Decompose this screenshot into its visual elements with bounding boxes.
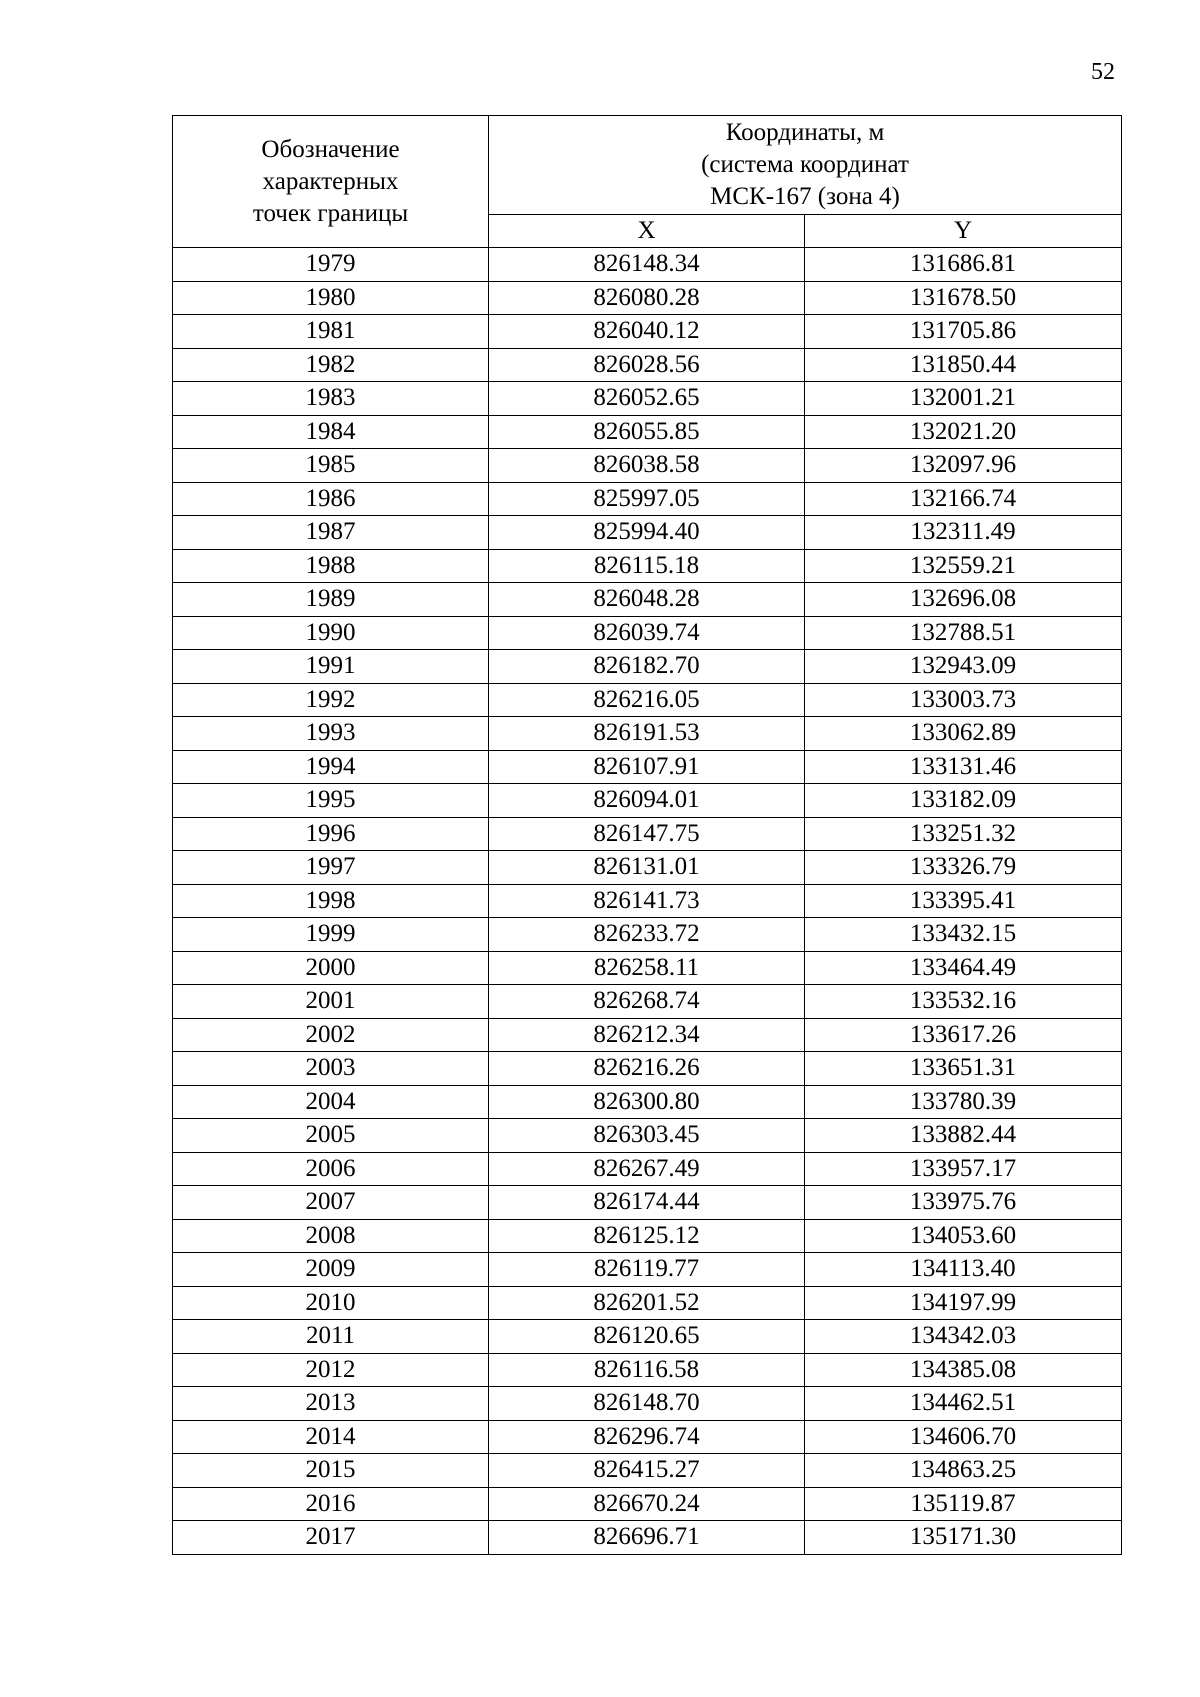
y-coordinate-cell: 132021.20 [805, 415, 1122, 449]
x-coordinate-cell: 826267.49 [489, 1152, 805, 1186]
point-id-cell: 1983 [173, 382, 489, 416]
y-coordinate-cell: 132943.09 [805, 650, 1122, 684]
table-body [173, 248, 1122, 1555]
x-coordinate-cell: 826039.74 [489, 616, 805, 650]
y-coordinate-cell: 134113.40 [805, 1253, 1122, 1287]
coordinates-header [489, 116, 1122, 215]
designation-header-line: характерных [262, 167, 399, 195]
x-coordinate-cell: 826258.11 [489, 951, 805, 985]
y-coordinate-cell: 132166.74 [805, 482, 1122, 516]
x-coordinate-cell: 826300.80 [489, 1085, 805, 1119]
point-id-cell: 1981 [173, 315, 489, 349]
point-id-cell: 2000 [173, 951, 489, 985]
point-id-cell: 1984 [173, 415, 489, 449]
y-column-header: Y [805, 215, 1122, 248]
point-id-cell: 2007 [173, 1186, 489, 1220]
y-coordinate-cell: 133432.15 [805, 918, 1122, 952]
point-id-cell: 2012 [173, 1353, 489, 1387]
x-coordinate-cell: 826119.77 [489, 1253, 805, 1287]
y-coordinate-cell: 134342.03 [805, 1320, 1122, 1354]
x-coordinate-cell: 826296.74 [489, 1420, 805, 1454]
point-id-cell: 1986 [173, 482, 489, 516]
x-coordinate-cell: 825994.40 [489, 516, 805, 550]
x-coordinate-cell: 826125.12 [489, 1219, 805, 1253]
point-id-cell: 1987 [173, 516, 489, 550]
y-coordinate-cell: 133975.76 [805, 1186, 1122, 1220]
x-coordinate-cell: 826201.52 [489, 1286, 805, 1320]
table-row [173, 884, 1122, 918]
x-coordinate-cell: 826131.01 [489, 851, 805, 885]
y-coordinate-cell: 131705.86 [805, 315, 1122, 349]
y-coordinate-cell: 133532.16 [805, 985, 1122, 1019]
x-coordinate-cell: 826216.26 [489, 1052, 805, 1086]
x-coordinate-cell: 826120.65 [489, 1320, 805, 1354]
y-coordinate-cell: 133003.73 [805, 683, 1122, 717]
point-id-cell: 1980 [173, 281, 489, 315]
x-coordinate-cell: 826080.28 [489, 281, 805, 315]
y-coordinate-cell: 132001.21 [805, 382, 1122, 416]
point-id-cell: 2016 [173, 1487, 489, 1521]
designation-header-line: Обозначение [261, 135, 400, 163]
y-coordinate-cell: 135171.30 [805, 1521, 1122, 1555]
point-id-cell: 1979 [173, 248, 489, 282]
point-id-cell: 1988 [173, 549, 489, 583]
coordinates-header-line: (система координат [701, 151, 909, 178]
x-coordinate-cell: 826670.24 [489, 1487, 805, 1521]
table-row [173, 1454, 1122, 1488]
table-row [173, 985, 1122, 1019]
x-coordinate-cell: 826216.05 [489, 683, 805, 717]
x-coordinate-cell: 826116.58 [489, 1353, 805, 1387]
y-coordinate-cell: 133395.41 [805, 884, 1122, 918]
table-row [173, 1521, 1122, 1555]
x-coordinate-cell: 826303.45 [489, 1119, 805, 1153]
x-coordinate-cell: 826055.85 [489, 415, 805, 449]
table-row [173, 650, 1122, 684]
table-row [173, 1219, 1122, 1253]
table-row [173, 1320, 1122, 1354]
x-coordinate-cell: 826233.72 [489, 918, 805, 952]
point-id-cell: 1996 [173, 817, 489, 851]
point-id-cell: 2017 [173, 1521, 489, 1555]
x-coordinate-cell: 826148.70 [489, 1387, 805, 1421]
table-row [173, 1387, 1122, 1421]
y-coordinate-cell: 133131.46 [805, 750, 1122, 784]
y-coordinate-cell: 132097.96 [805, 449, 1122, 483]
table-row [173, 616, 1122, 650]
point-id-cell: 1998 [173, 884, 489, 918]
table-row [173, 1018, 1122, 1052]
x-coordinate-cell: 826415.27 [489, 1454, 805, 1488]
y-coordinate-cell: 134606.70 [805, 1420, 1122, 1454]
y-coordinate-cell: 131686.81 [805, 248, 1122, 282]
table-row [173, 248, 1122, 282]
point-id-cell: 2001 [173, 985, 489, 1019]
table-row [173, 482, 1122, 516]
y-coordinate-cell: 132559.21 [805, 549, 1122, 583]
table-row [173, 549, 1122, 583]
y-coordinate-cell: 133651.31 [805, 1052, 1122, 1086]
table-row [173, 382, 1122, 416]
point-id-cell: 2013 [173, 1387, 489, 1421]
table-row [173, 683, 1122, 717]
point-id-cell: 1999 [173, 918, 489, 952]
x-coordinate-cell: 826094.01 [489, 784, 805, 818]
x-column-header: X [489, 215, 805, 248]
designation-header-line: точек границы [252, 199, 409, 227]
point-id-cell: 1990 [173, 616, 489, 650]
x-coordinate-cell: 826052.65 [489, 382, 805, 416]
table-row [173, 951, 1122, 985]
y-coordinate-cell: 133182.09 [805, 784, 1122, 818]
table-row [173, 1186, 1122, 1220]
point-id-cell: 1993 [173, 717, 489, 751]
y-coordinate-cell: 133062.89 [805, 717, 1122, 751]
y-coordinate-cell: 132311.49 [805, 516, 1122, 550]
point-id-cell: 1997 [173, 851, 489, 885]
table-row [173, 918, 1122, 952]
x-coordinate-cell: 826141.73 [489, 884, 805, 918]
point-id-cell: 2009 [173, 1253, 489, 1287]
y-coordinate-cell: 131850.44 [805, 348, 1122, 382]
table-row [173, 583, 1122, 617]
point-id-cell: 2015 [173, 1454, 489, 1488]
y-coordinate-cell: 133251.32 [805, 817, 1122, 851]
table-row [173, 1253, 1122, 1287]
designation-header [173, 116, 489, 248]
point-id-cell: 2006 [173, 1152, 489, 1186]
y-coordinate-cell: 133326.79 [805, 851, 1122, 885]
x-coordinate-cell: 826174.44 [489, 1186, 805, 1220]
table-row [173, 1085, 1122, 1119]
point-id-cell: 1992 [173, 683, 489, 717]
table-row [173, 851, 1122, 885]
y-coordinate-cell: 133464.49 [805, 951, 1122, 985]
point-id-cell: 2005 [173, 1119, 489, 1153]
table-row [173, 717, 1122, 751]
table-row [173, 415, 1122, 449]
y-coordinate-cell: 132788.51 [805, 616, 1122, 650]
point-id-cell: 1991 [173, 650, 489, 684]
table-row [173, 1353, 1122, 1387]
x-coordinate-cell: 826191.53 [489, 717, 805, 751]
point-id-cell: 2008 [173, 1219, 489, 1253]
table-row [173, 1052, 1122, 1086]
y-coordinate-cell: 133957.17 [805, 1152, 1122, 1186]
y-coordinate-cell: 133780.39 [805, 1085, 1122, 1119]
x-coordinate-cell: 826148.34 [489, 248, 805, 282]
y-coordinate-cell: 133617.26 [805, 1018, 1122, 1052]
coordinates-header-line: МСК-167 (зона 4) [710, 183, 900, 210]
point-id-cell: 1994 [173, 750, 489, 784]
table-row [173, 750, 1122, 784]
point-id-cell: 2011 [173, 1320, 489, 1354]
coordinates-header-line: Координаты, м [725, 119, 885, 146]
y-coordinate-cell: 131678.50 [805, 281, 1122, 315]
table-header [173, 116, 1122, 248]
table-row [173, 1420, 1122, 1454]
y-coordinate-cell: 134385.08 [805, 1353, 1122, 1387]
point-id-cell: 2002 [173, 1018, 489, 1052]
y-coordinate-cell: 134863.25 [805, 1454, 1122, 1488]
y-coordinate-cell: 135119.87 [805, 1487, 1122, 1521]
x-coordinate-cell: 826040.12 [489, 315, 805, 349]
point-id-cell: 2003 [173, 1052, 489, 1086]
x-coordinate-cell: 826182.70 [489, 650, 805, 684]
point-id-cell: 2014 [173, 1420, 489, 1454]
table-row [173, 281, 1122, 315]
x-coordinate-cell: 826268.74 [489, 985, 805, 1019]
table-row [173, 1487, 1122, 1521]
point-id-cell: 1989 [173, 583, 489, 617]
y-coordinate-cell: 134053.60 [805, 1219, 1122, 1253]
table-row [173, 1152, 1122, 1186]
x-coordinate-cell: 826038.58 [489, 449, 805, 483]
x-coordinate-cell: 826048.28 [489, 583, 805, 617]
coordinates-table [172, 115, 1122, 1555]
x-coordinate-cell: 826107.91 [489, 750, 805, 784]
table-row [173, 817, 1122, 851]
x-coordinate-cell: 825997.05 [489, 482, 805, 516]
table-row [173, 784, 1122, 818]
page-number: 52 [1091, 59, 1115, 85]
y-coordinate-cell: 134462.51 [805, 1387, 1122, 1421]
table-row [173, 315, 1122, 349]
table-row [173, 1286, 1122, 1320]
point-id-cell: 1985 [173, 449, 489, 483]
x-coordinate-cell: 826028.56 [489, 348, 805, 382]
x-coordinate-cell: 826212.34 [489, 1018, 805, 1052]
x-coordinate-cell: 826147.75 [489, 817, 805, 851]
table-row [173, 449, 1122, 483]
x-coordinate-cell: 826696.71 [489, 1521, 805, 1555]
point-id-cell: 2010 [173, 1286, 489, 1320]
y-coordinate-cell: 134197.99 [805, 1286, 1122, 1320]
point-id-cell: 2004 [173, 1085, 489, 1119]
point-id-cell: 1982 [173, 348, 489, 382]
table-row [173, 516, 1122, 550]
y-coordinate-cell: 132696.08 [805, 583, 1122, 617]
y-coordinate-cell: 133882.44 [805, 1119, 1122, 1153]
x-coordinate-cell: 826115.18 [489, 549, 805, 583]
point-id-cell: 1995 [173, 784, 489, 818]
table-row [173, 1119, 1122, 1153]
table-row [173, 348, 1122, 382]
